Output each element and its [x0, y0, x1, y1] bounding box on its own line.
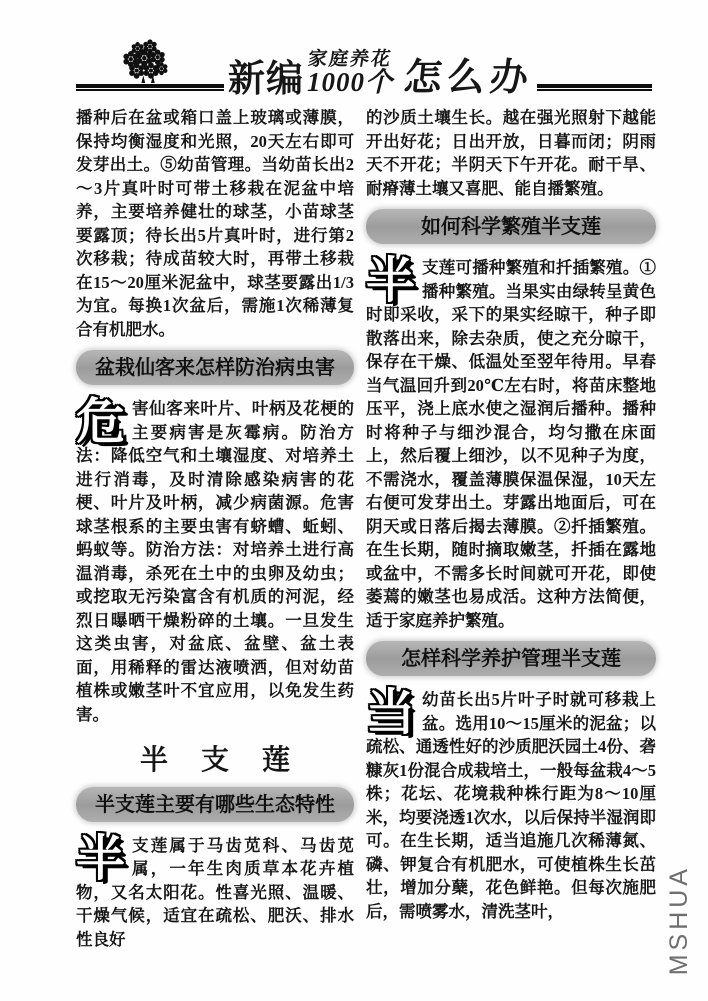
- book-title-series-bottom: 1000个: [307, 67, 393, 97]
- chapter-title-portulaca: 半支莲: [139, 745, 323, 776]
- paragraph-cyclamen-pests-text: 害仙客来叶片、叶柄及花梗的主要病害是灰霉病。防治方法：降低空气和土壤湿度、对培养土进行消毒，及时清除感染病害的花梗、叶片及叶柄，减少病菌源。危害球茎根系的主要虫害有蛴螬、蚯蚓、蚂蚁等。防治方法：对培养土进行高温消毒，杀死在土中的虫卵及幼虫；或挖取无污染富含有机质的河泥，经烈日曝晒干燥粉碎的土壤。一旦发生这类虫害，对盆底、盆壁、盆土表面，用稀释的雷达液喷洒，但对幼苗植株或嫩茎叶不宜应用，以免发生药害。: [76, 399, 354, 724]
- section-header-label: 如何科学繁殖半支莲: [421, 216, 601, 238]
- section-header-portulaca-care: [366, 641, 656, 676]
- watermark-mshua: MSHUA: [665, 864, 693, 975]
- dropcap-ban-2: 半: [366, 254, 416, 308]
- left-column: [76, 106, 354, 954]
- paragraph-portulaca-propagation: [366, 256, 656, 632]
- paragraph-cyclamen-pests: [76, 397, 354, 726]
- paragraph-portulaca-ecology-text: 支莲属于马齿苋科、马齿苋属，一年生肉质草本花卉植物，又名太阳花。性喜光照、温暖、干燥气候，适宜在疏松、肥沃、排水性良好: [76, 835, 354, 949]
- paragraph-seedling-care: 播种后在盆或箱口盖上玻璃或薄膜，保持均衡湿度和光照，20天左右即可发芽出土。⑤幼苗管理。当幼苗长出2～3片真叶时可带土移栽在泥盆中培养，主要培养健壮的球茎，小苗球茎要露顶；待长出5片真叶时，进行第2次移栽；待成苗较大时，再带土移栽在15～20厘米泥盆中，球茎要露出1/3为宜。每换1次盆后，需施1次稀薄复合有机肥水。: [76, 108, 354, 339]
- paragraph-portulaca-ecology: [76, 831, 354, 952]
- book-title: [224, 49, 537, 99]
- book-title-suffix: 怎么办: [401, 56, 536, 99]
- flower-cluster-icon: [115, 39, 185, 83]
- page-body: [0, 96, 708, 954]
- paragraph-ecology-continued: 的沙质土壤生长。越在强光照射下越能开出好花；日出开放，日暮而闭；阴雨天不开花；半阴天下午开花。耐干旱、耐瘠薄土壤又喜肥、能自播繁殖。: [366, 108, 656, 198]
- book-title-series: [307, 50, 393, 96]
- right-column: [366, 106, 656, 954]
- dropcap-ban: 半: [76, 831, 126, 886]
- book-title-prefix: 新编: [228, 57, 304, 99]
- paragraph-portulaca-care: [366, 688, 656, 923]
- paragraph-portulaca-propagation-text: 支莲可播种繁殖和扦插繁殖。①播种繁殖。当果实由绿转呈黄色时即采收，采下的果实经晾干，种子即散落出来，除去杂质，使之充分晾干，保存在干燥、低温处至翌年待用。早春当气温回升到20℃左右时，将苗床整地压平，浇上底水使之湿润后播种。播种时将种子与细沙混合，均匀撒在床面上，然后覆上细沙，以不见种子为度，不需浇水，覆盖薄膜保温保湿，10天左右便可发芽出土。芽露出地面后，可在阴天或日落后揭去薄膜。②扦插繁殖。在生长期，随时摘取嫩茎，扦插在露地或盆中，不需多长时间就可开花，即使萎蔫的嫩茎也易成活。这种方法简便，适于家庭养护繁殖。: [366, 258, 656, 630]
- section-header-cyclamen-pests: [76, 350, 354, 385]
- dropcap-wei: 危: [76, 395, 126, 449]
- paragraph-portulaca-care-text: 幼苗长出5片叶子时就可移栽上盆。选用10～15厘米的泥盆；以疏松、通透性好的沙质肥沃园土4份、砻糠灰1份混合成栽培土，一般每盆栽4～5株；花坛、花境栽种株行距为8～10厘米，均要浇透1次水，以后保持半湿润即可。在生长期，适当追施几次稀薄氮、磷、钾复合有机肥水，可使植株生长茁壮，增加分蘖，花色鲜艳。但每次施肥后，需喷雾水，清洗茎叶，: [366, 690, 656, 921]
- book-title-series-top: 家庭养花: [306, 49, 394, 70]
- section-header-label: 怎样科学养护管理半支莲: [401, 648, 621, 670]
- section-header-label: 盆栽仙客来怎样防治病虫害: [95, 357, 335, 379]
- dropcap-dang: 当: [366, 686, 416, 740]
- section-header-portulaca-ecology: [76, 787, 354, 822]
- page-header: [0, 0, 708, 99]
- header-left-block: [76, 39, 224, 96]
- header-rule-left: [76, 84, 224, 91]
- section-header-portulaca-propagation: [366, 209, 656, 244]
- header-rule-right: [537, 84, 652, 91]
- section-header-label: 半支莲主要有哪些生态特性: [95, 793, 335, 816]
